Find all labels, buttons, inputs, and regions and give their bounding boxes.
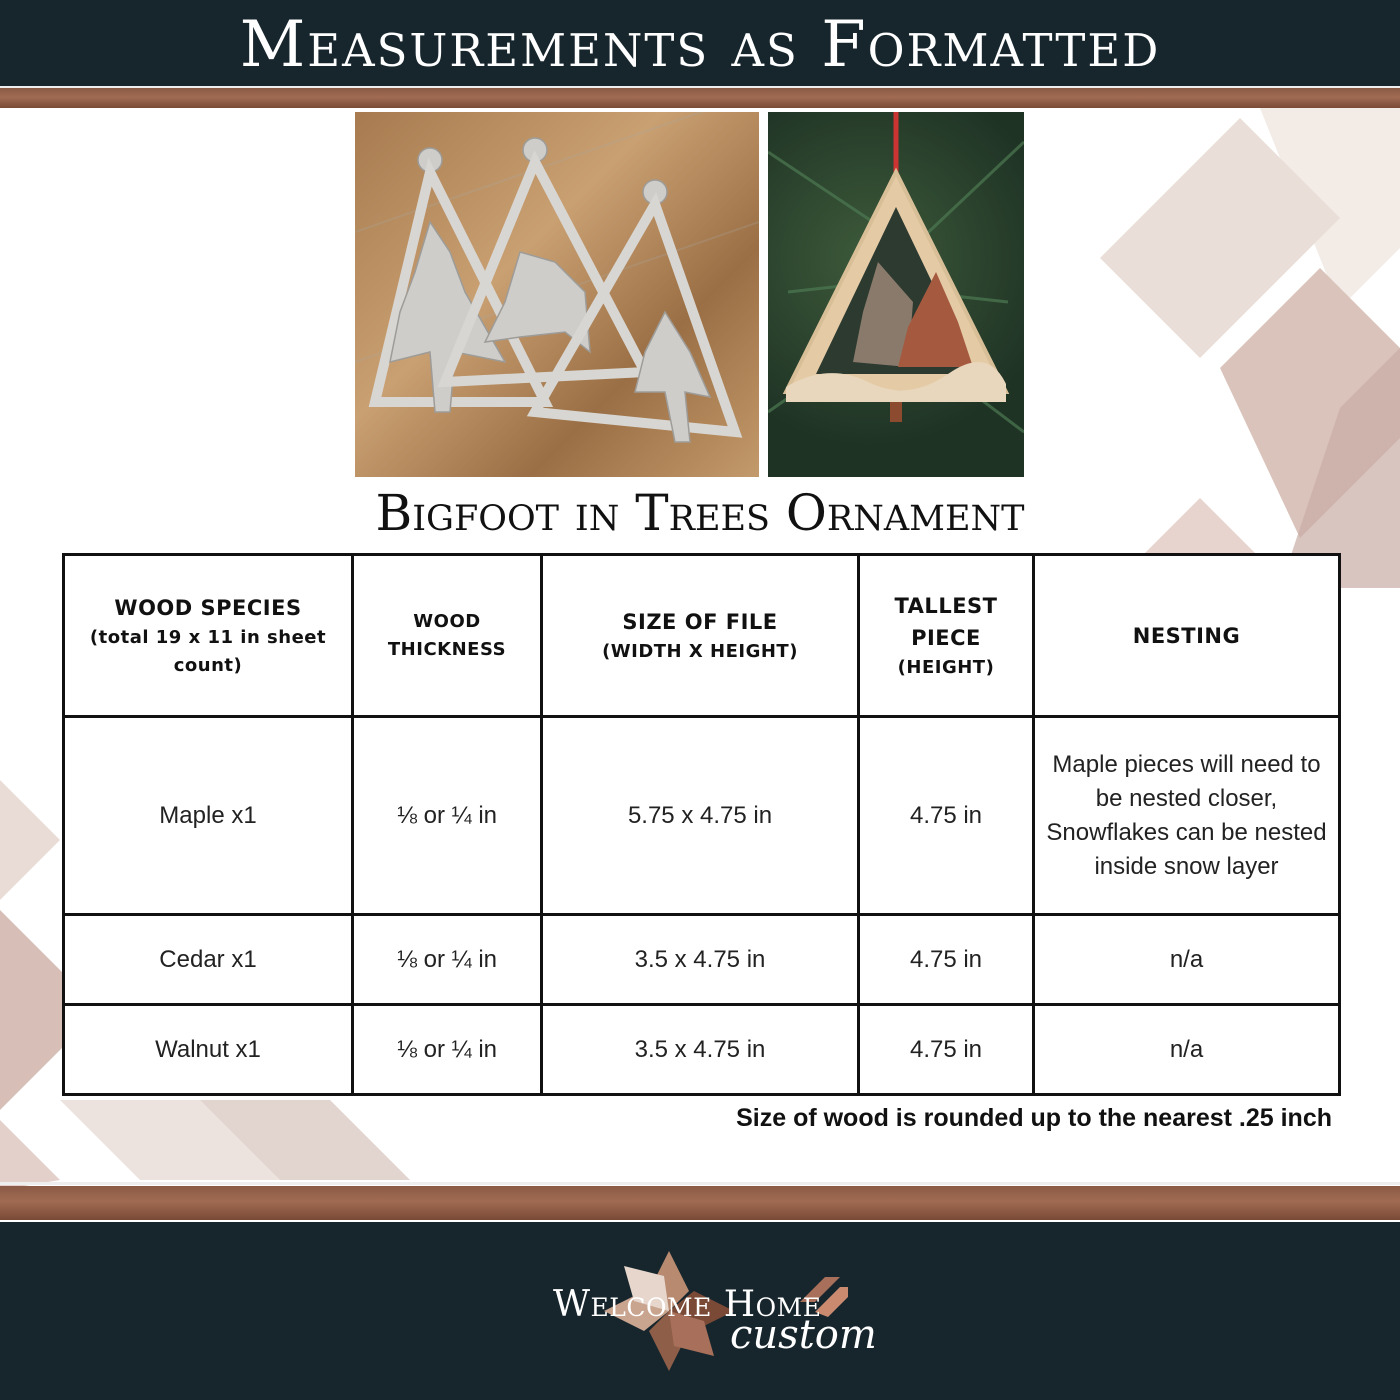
cell-size: 5.75 x 4.75 in	[542, 717, 859, 915]
cell-nesting: n/a	[1034, 915, 1340, 1005]
finished-ornament-image	[768, 112, 1024, 477]
divider	[0, 1182, 1400, 1185]
header-sublabel: (WIDTH X HEIGHT)	[602, 640, 798, 662]
header-sublabel: THICKNESS	[387, 638, 507, 660]
cell-nesting: Maple pieces will need to be nested closer, Snowflakes can be nested inside snow layer	[1034, 717, 1340, 915]
header-sublabel: (total 19 x 11 in sheet count)	[89, 626, 327, 676]
logo-script: custom	[730, 1312, 877, 1358]
table-row	[64, 717, 1340, 915]
ornament-cutouts-image	[355, 112, 759, 477]
header-nesting	[1034, 555, 1340, 717]
cell-species: Maple x1	[64, 717, 353, 915]
cell-tallest: 4.75 in	[859, 1005, 1034, 1095]
cell-thickness: ⅛ or ¼ in	[353, 1005, 542, 1095]
wood-strip-bottom	[0, 1186, 1400, 1220]
table-header-row	[64, 555, 1340, 717]
page-title: Measurements as Formatted	[239, 8, 1161, 82]
header-wood-species	[64, 555, 353, 717]
cell-size: 3.5 x 4.75 in	[542, 915, 859, 1005]
header-size-of-file	[542, 555, 859, 717]
cell-tallest: 4.75 in	[859, 915, 1034, 1005]
table-row	[64, 1005, 1340, 1095]
wood-strip-top	[0, 88, 1400, 108]
cell-size: 3.5 x 4.75 in	[542, 1005, 859, 1095]
logo-wordmark: Welcome Home	[553, 1284, 822, 1325]
footnote: Size of wood is rounded up to the nearest .25 inch	[736, 1104, 1332, 1132]
header-label: TALLEST PIECE	[894, 593, 998, 650]
header-label: SIZE OF FILE	[622, 609, 778, 634]
cell-nesting: n/a	[1034, 1005, 1340, 1095]
cell-tallest: 4.75 in	[859, 717, 1034, 915]
table-row	[64, 915, 1340, 1005]
cell-species: Walnut x1	[64, 1005, 353, 1095]
product-photo-finished	[768, 112, 1024, 477]
specifications-table	[62, 553, 1341, 1096]
product-title: Bigfoot in Trees Ornament	[375, 484, 1025, 542]
header-tallest-piece	[859, 555, 1034, 717]
product-photo-unfinished	[355, 112, 759, 477]
header-label: WOOD	[413, 610, 481, 632]
header-label: NESTING	[1132, 623, 1241, 648]
cell-thickness: ⅛ or ¼ in	[353, 717, 542, 915]
cell-thickness: ⅛ or ¼ in	[353, 915, 542, 1005]
header-wood-thickness	[353, 555, 542, 717]
header-label: WOOD SPECIES	[114, 595, 302, 620]
header-sublabel: (HEIGHT)	[897, 656, 995, 678]
cell-species: Cedar x1	[64, 915, 353, 1005]
